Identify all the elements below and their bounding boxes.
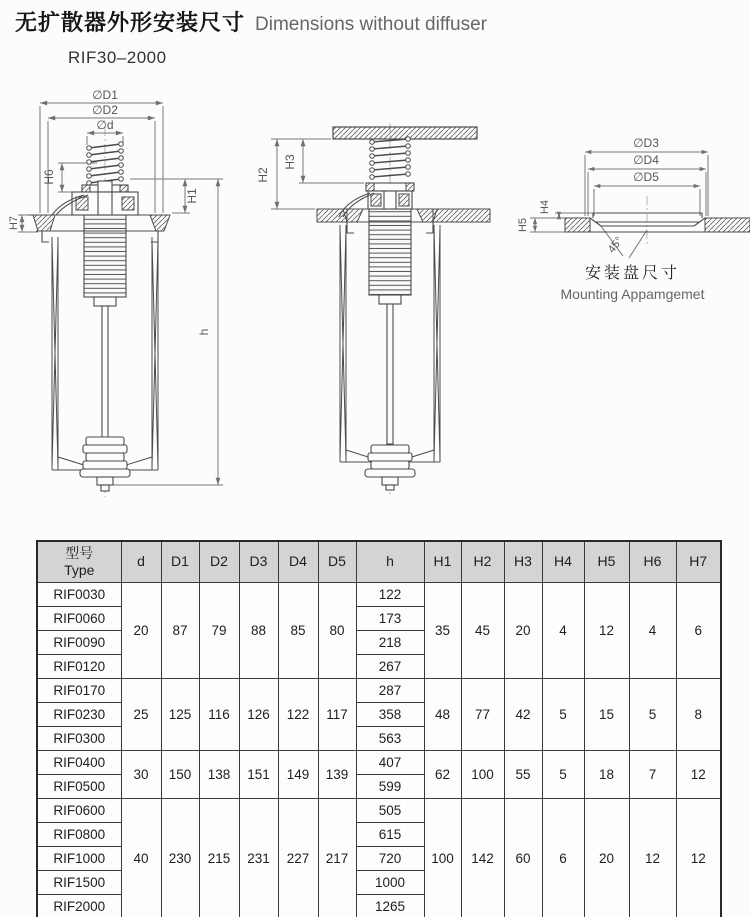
column-header-D1: D1 — [161, 541, 199, 583]
model-cell: RIF0230 — [37, 703, 121, 727]
cell-H7: 12 — [676, 799, 721, 917]
dim-label-h5: H5 — [517, 217, 529, 233]
cell-D4: 85 — [278, 583, 318, 679]
model-cell: RIF0090 — [37, 631, 121, 655]
cell-H4: 5 — [542, 751, 584, 799]
table-row-rif0600 — [37, 799, 721, 823]
cell-D2: 215 — [199, 799, 239, 917]
drawing-mounting-plate — [515, 130, 750, 262]
cell-H5: 18 — [584, 751, 629, 799]
cell-H3: 55 — [504, 751, 542, 799]
column-header-H6: H6 — [629, 541, 676, 583]
model-cell: RIF0060 — [37, 607, 121, 631]
column-header-D5: D5 — [318, 541, 356, 583]
mounting-plate-caption-zh: 安装盘尺寸 — [584, 265, 680, 282]
cell-H6: 4 — [629, 583, 676, 679]
bottom-disc-stack — [80, 437, 130, 491]
cell-d: 20 — [121, 583, 161, 679]
cell-H7: 12 — [676, 751, 721, 799]
cell-D4: 122 — [278, 679, 318, 751]
spec-table-header-row — [37, 541, 721, 583]
column-header-H1: H1 — [424, 541, 461, 583]
dim-label-h3: H3 — [283, 154, 297, 170]
cell-D2: 138 — [199, 751, 239, 799]
cell-D5: 80 — [318, 583, 356, 679]
dim-label-h4: H4 — [539, 199, 551, 215]
cell-h: 1000 — [356, 871, 424, 895]
cell-H2: 142 — [461, 799, 504, 917]
cell-H1: 48 — [424, 679, 461, 751]
dim-label-d: ∅d — [96, 118, 114, 132]
cell-H1: 62 — [424, 751, 461, 799]
cell-h: 599 — [356, 775, 424, 799]
cell-h: 173 — [356, 607, 424, 631]
cell-h: 720 — [356, 847, 424, 871]
column-header-H2: H2 — [461, 541, 504, 583]
cell-H6: 7 — [629, 751, 676, 799]
cell-d: 40 — [121, 799, 161, 917]
cell-H6: 5 — [629, 679, 676, 751]
cell-H7: 6 — [676, 583, 721, 679]
dim-label-d2: ∅D2 — [92, 103, 118, 117]
cell-d: 25 — [121, 679, 161, 751]
dimension-lines — [271, 139, 364, 209]
column-header-H4: H4 — [542, 541, 584, 583]
cell-H4: 4 — [542, 583, 584, 679]
mounting-plate-section — [565, 213, 750, 232]
cell-H6: 12 — [629, 799, 676, 917]
model-cell: RIF2000 — [37, 895, 121, 917]
cell-H2: 45 — [461, 583, 504, 679]
dim-label-d4: ∅D4 — [633, 153, 659, 167]
cell-D3: 231 — [239, 799, 278, 917]
cell-H4: 5 — [542, 679, 584, 751]
column-header-H3: H3 — [504, 541, 542, 583]
table-row-rif0030 — [37, 583, 721, 607]
table-row-rif0170 — [37, 679, 721, 703]
cell-H1: 35 — [424, 583, 461, 679]
dimension-table — [36, 540, 722, 917]
model-cell: RIF0120 — [37, 655, 121, 679]
mounting-plate-caption — [515, 260, 750, 302]
cell-D4: 227 — [278, 799, 318, 917]
bottom-nut — [382, 477, 398, 485]
cell-h: 1265 — [356, 895, 424, 917]
center-rod — [387, 304, 393, 444]
cell-H1: 100 — [424, 799, 461, 917]
cell-h: 267 — [356, 655, 424, 679]
column-header-h: h — [356, 541, 424, 583]
spec-table-body — [37, 583, 721, 917]
drawing-filter-free-state — [8, 85, 242, 505]
bottom-disc-stack — [365, 445, 415, 490]
cell-D1: 125 — [161, 679, 199, 751]
cell-h: 407 — [356, 751, 424, 775]
cell-h: 505 — [356, 799, 424, 823]
dim-label-h2: H2 — [256, 167, 270, 183]
page-title-zh: 无扩散器外形安装尺寸 — [15, 10, 246, 35]
cell-H3: 42 — [504, 679, 542, 751]
cover-plate — [333, 127, 477, 139]
cell-H7: 8 — [676, 679, 721, 751]
cell-D5: 117 — [318, 679, 356, 751]
cell-D2: 116 — [199, 679, 239, 751]
cell-h: 287 — [356, 679, 424, 703]
cell-H5: 12 — [584, 583, 629, 679]
cell-H2: 100 — [461, 751, 504, 799]
cell-h: 563 — [356, 727, 424, 751]
spec-table-head — [37, 541, 721, 583]
cell-D5: 217 — [318, 799, 356, 917]
column-header-H7: H7 — [676, 541, 721, 583]
dim-label-h: h — [197, 328, 211, 336]
column-header-D4: D4 — [278, 541, 318, 583]
filter-element — [317, 137, 490, 490]
cell-H3: 60 — [504, 799, 542, 917]
cell-H3: 20 — [504, 583, 542, 679]
model-range-label: RIF30–2000 — [68, 48, 167, 67]
column-header-d: d — [121, 541, 161, 583]
column-header-H5: H5 — [584, 541, 629, 583]
dim-label-d5: ∅D5 — [633, 170, 659, 184]
cell-h: 122 — [356, 583, 424, 607]
bottom-nut — [97, 477, 113, 485]
cell-H2: 77 — [461, 679, 504, 751]
center-rod — [102, 306, 108, 442]
model-cell: RIF0500 — [37, 775, 121, 799]
cell-h: 615 — [356, 823, 424, 847]
page-title-en: Dimensions without diffuser — [255, 14, 487, 35]
cell-D4: 149 — [278, 751, 318, 799]
cell-D5: 139 — [318, 751, 356, 799]
drawing-filter-installed — [243, 105, 493, 505]
cell-D3: 126 — [239, 679, 278, 751]
column-header-D3: D3 — [239, 541, 278, 583]
dim-label-h1: H1 — [185, 188, 199, 204]
model-cell: RIF1000 — [37, 847, 121, 871]
model-cell: RIF1500 — [37, 871, 121, 895]
dim-label-d1: ∅D1 — [92, 88, 118, 102]
model-cell: RIF0400 — [37, 751, 121, 775]
cell-H5: 15 — [584, 679, 629, 751]
model-cell: RIF0600 — [37, 799, 121, 823]
cell-d: 30 — [121, 751, 161, 799]
cell-D3: 88 — [239, 583, 278, 679]
model-cell: RIF0800 — [37, 823, 121, 847]
dim-label-d3: ∅D3 — [633, 136, 659, 150]
model-cell: RIF0030 — [37, 583, 121, 607]
table-row-rif0400 — [37, 751, 721, 775]
dim-label-h6: H6 — [42, 169, 56, 185]
filter-element — [28, 142, 170, 491]
column-header-type-zh: 型号 — [65, 544, 94, 561]
cell-D1: 230 — [161, 799, 199, 917]
cell-H4: 6 — [542, 799, 584, 917]
cell-h: 218 — [356, 631, 424, 655]
model-cell: RIF0170 — [37, 679, 121, 703]
dim-label-h7: H7 — [8, 215, 20, 231]
column-header-D2: D2 — [199, 541, 239, 583]
cell-D1: 87 — [161, 583, 199, 679]
dim-label-45deg: 45° — [605, 234, 626, 256]
cell-h: 358 — [356, 703, 424, 727]
cell-H5: 20 — [584, 799, 629, 917]
column-header-type-en: Type — [64, 562, 95, 578]
mounting-plate-caption-en: Mounting Appamgemet — [560, 286, 705, 302]
page-title — [15, 6, 487, 37]
model-cell: RIF0300 — [37, 727, 121, 751]
cell-D2: 79 — [199, 583, 239, 679]
cell-D3: 151 — [239, 751, 278, 799]
pleated-media — [84, 215, 126, 297]
cell-D1: 150 — [161, 751, 199, 799]
column-header-type — [37, 541, 121, 583]
